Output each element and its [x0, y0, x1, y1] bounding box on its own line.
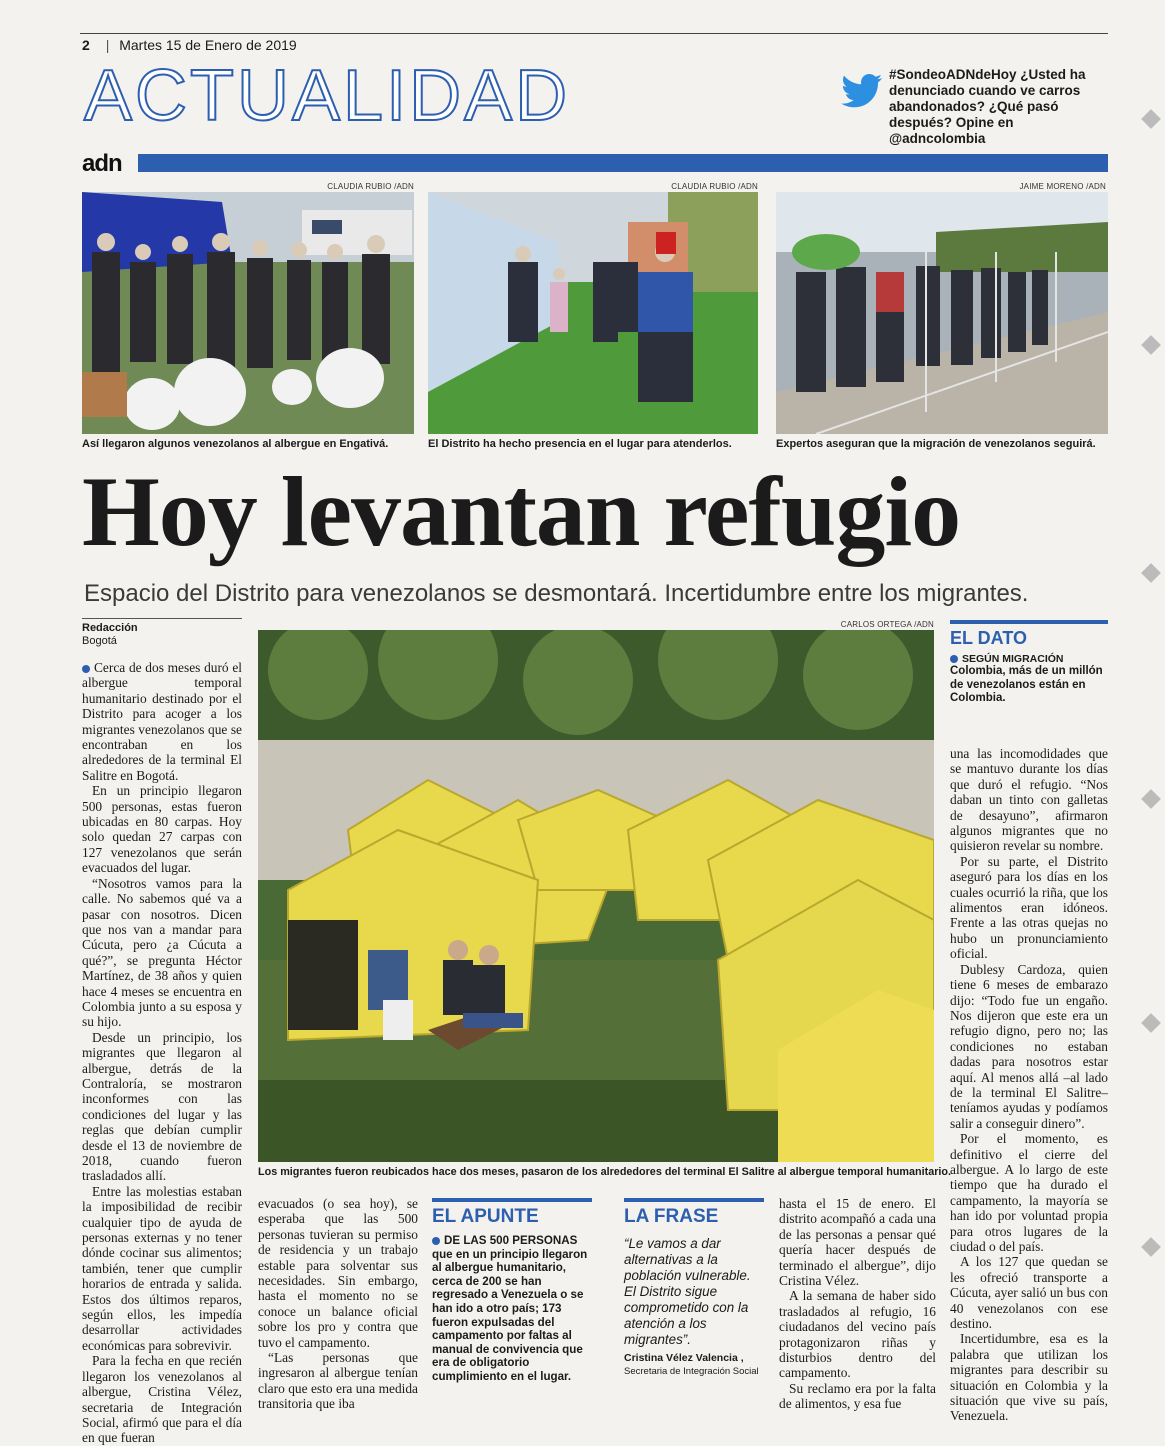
twitter-hashtag[interactable]: #SondeoADNdeHoy [889, 67, 1017, 82]
twitter-prompt [889, 67, 1107, 147]
section-title: ACTUALIDAD [84, 56, 571, 136]
frase-title: LA FRASE [624, 1198, 764, 1228]
adn-logo: adn [82, 150, 122, 177]
frase-role: Secretaria de Integración Social [624, 1366, 759, 1377]
issue-date: Martes 15 de Enero de 2019 [119, 37, 297, 53]
bullet-dot [950, 655, 958, 663]
dato-title: EL DATO [950, 620, 1108, 649]
paragraph: Su reclamo era por la falta de alimentos, y esa fue [779, 1380, 936, 1412]
apunte-title: EL APUNTE [432, 1198, 592, 1228]
main-photo-caption: Los migrantes fueron reubicados hace dos meses, pasaron de los alrededores del terminal El Salitre al albergue temporal humanitario. [258, 1166, 952, 1178]
paragraph: Por el momento, es definitivo el cierre del albergue. A lo largo de este tiempo que ha durado el campamento, la mayoría se han ido por voluntad propia para otros lugares de la ciudad o del país. [950, 1131, 1108, 1254]
twitter-question: ¿Usted ha denunciado cuando ve carros abandonados? ¿Qué pasó después? Opine en @adncolombia [889, 67, 1086, 146]
frase-box [624, 1198, 764, 1377]
paragraph: Entre las molestias estaban la imposibilidad de recibir cualquier tipo de ayuda de personas externas y no tener dónde cocinar sus alimentos; también, tener que cumplir horarios de entrada y salida. Estos dos últimos reparos, según ellos, les impedía desarrollar actividades económicas para sobrevivir. [82, 1183, 242, 1353]
main-photo-credit: CARLOS ORTEGA /ADN [840, 620, 934, 629]
article-column-4 [779, 1196, 936, 1412]
page-number: 2 [82, 37, 90, 53]
frase-quote: “Le vamos a dar alternativas a la población vulnerable. El Distrito sigue comprometido con la atención a los migrantes”. [624, 1236, 751, 1347]
section-bar [138, 154, 1108, 172]
article-column-5 [950, 746, 1108, 1424]
paragraph: A la semana de haber sido trasladados al refugio, 16 ciudadanos del vecino país protagonizaron riñas y disturbios dentro del campamento. [779, 1288, 936, 1381]
photo3-credit: JAIME MORENO /ADN [1019, 182, 1106, 191]
byline-author: Redacción [82, 622, 138, 634]
dato-box [950, 620, 1108, 706]
photo-migrants-arriving [82, 192, 414, 434]
folio: 2 | Martes 15 de Enero de 2019 [82, 37, 297, 53]
dato-lead-line [950, 653, 1108, 665]
top-rule [80, 33, 1108, 34]
article-column-1 [82, 660, 242, 1446]
photo2-caption: El Distrito ha hecho presencia en el lugar para atenderlos. [428, 438, 732, 450]
photo1-caption: Así llegaron algunos venezolanos al albergue en Engativá. [82, 438, 389, 450]
paragraph: Desde un principio, los migrantes que llegaron al albergue, detrás de la Contraloría, se mostraron inconformes con las condiciones del lugar y las reglas que debían cumplir desde el 13 de noviembre de 2018, cuando fueron trasladados allí. [82, 1029, 242, 1184]
subheadline: Espacio del Distrito para venezolanos se desmontará. Incertidumbre entre los migrantes. [84, 580, 1029, 607]
apunte-body: que en un principio llegaron al albergue humanitario, cerca de 200 se han regresado a Venezuela o se han ido a otro país; 173 fueron expulsadas del campamento por faltas al manual de convivencia que era de obligatorio cumplimiento en el lugar. [432, 1247, 588, 1383]
photo2-credit: CLAUDIA RUBIO /ADN [671, 182, 758, 191]
punch-mark [1141, 563, 1161, 583]
paragraph: hasta el 15 de enero. El distrito acompañó a cada una de las personas a pensar qué quería hacer después de terminado el albergue”, dijo Cristina Vélez. [779, 1196, 936, 1289]
paragraph: Para la fecha en que recién llegaron los venezolanos al albergue, Cristina Vélez, secretaria de Integración Social, afirmó que para el día en que fueran [82, 1353, 242, 1446]
photo-district-presence [428, 192, 758, 434]
photo1-credit: CLAUDIA RUBIO /ADN [327, 182, 414, 191]
paragraph: “Las personas que ingresaron al albergue tenían claro que esto era una medida transitoria que iba [258, 1350, 418, 1412]
frase-author: Cristina Vélez Valencia , [624, 1352, 744, 1364]
apunte-lead: DE LAS 500 PERSONAS [444, 1234, 578, 1247]
main-photo-tents [258, 630, 934, 1162]
photo3-caption: Expertos aseguran que la migración de venezolanos seguirá. [776, 438, 1096, 450]
paragraph: Cerca de dos meses duró el albergue temporal humanitario destinado por el Distrito para acoger a los migrantes venezolanos que se encontraban en los alrededores de la terminal El Salitre en Bogotá. [82, 660, 242, 783]
dato-text: Colombia, más de un millón de venezolanos están en Colombia. [950, 665, 1103, 704]
paragraph: En un principio llegaron 500 personas, estas fueron ubicadas en 80 carpas. Hoy solo quedan 27 carpas con 127 venezolanos que serán evacuados del lugar. [82, 783, 242, 876]
article-column-2 [258, 1196, 418, 1412]
twitter-bird-icon [840, 72, 884, 112]
paragraph: A los 127 que quedan se les ofreció transporte a Cúcuta, ayer salió un bus con 40 venezolanos con ese destino. [950, 1254, 1108, 1332]
paragraph: Dublesy Cardoza, quien tiene 6 meses de embarazo dijo: “Todo fue un engaño. Nos dijeron que este era un refugio digno, pero no; las condiciones no estaban dadas para nosotros estar aquí. Al menos allá –al lado de la terminal El Salitre– teníamos ayudas y podíamos salir a conseguir dinero”. [950, 961, 1108, 1131]
punch-mark [1141, 789, 1161, 809]
bullet-dot [82, 665, 90, 673]
punch-mark [1141, 109, 1161, 129]
punch-mark [1141, 1013, 1161, 1033]
paragraph: una las incomodidades que se mantuvo durante los días que duró el refugio. “Nos daban un tinto con galletas de desayuno”, afirmaron algunos migrantes que no quisieron revelar su nombre. [950, 746, 1108, 854]
bullet-dot [432, 1237, 440, 1245]
punch-mark [1141, 335, 1161, 355]
byline-place: Bogotá [82, 635, 117, 647]
paragraph: Incertidumbre, esa es la palabra que utilizan los migrantes para describir su situación en Colombia y la situación que vive su país, Venezuela. [950, 1331, 1108, 1424]
paragraph: “Nosotros vamos para la calle. No sabemos qué va a pasar con nosotros. Dicen que nos van a mandar para Cúcuta, pero ¿a Cúcuta a qué?”, se pregunta Héctor Martínez, de 38 años y quien hace 4 meses se encuentra en Colombia junto a su esposa y su hijo. [82, 875, 242, 1030]
apunte-box [432, 1198, 592, 1384]
paragraph: Por su parte, el Distrito aseguró para los días en los cuales ocurrió la riña, que los alimentos eran idóneos. Frente a las otras quejas no hubo un pronunciamiento oficial. [950, 853, 1108, 962]
byline [82, 622, 138, 648]
headline: Hoy levantan refugio [82, 456, 961, 567]
paragraph: evacuados (o sea hoy), se esperaba que las 500 personas tuvieran su permiso de residencia y un trabajo estable para solventar sus necesidades. Sin embargo, hasta el momento no se conoce un balance oficial sobre los pro y contra que tuvo el campamento. [258, 1196, 418, 1350]
byline-rule [82, 618, 242, 619]
photo-migration-line [776, 192, 1108, 434]
apunte-text [432, 1234, 592, 1384]
punch-mark [1141, 1237, 1161, 1257]
dato-lead: SEGÚN MIGRACIÓN [962, 653, 1064, 665]
